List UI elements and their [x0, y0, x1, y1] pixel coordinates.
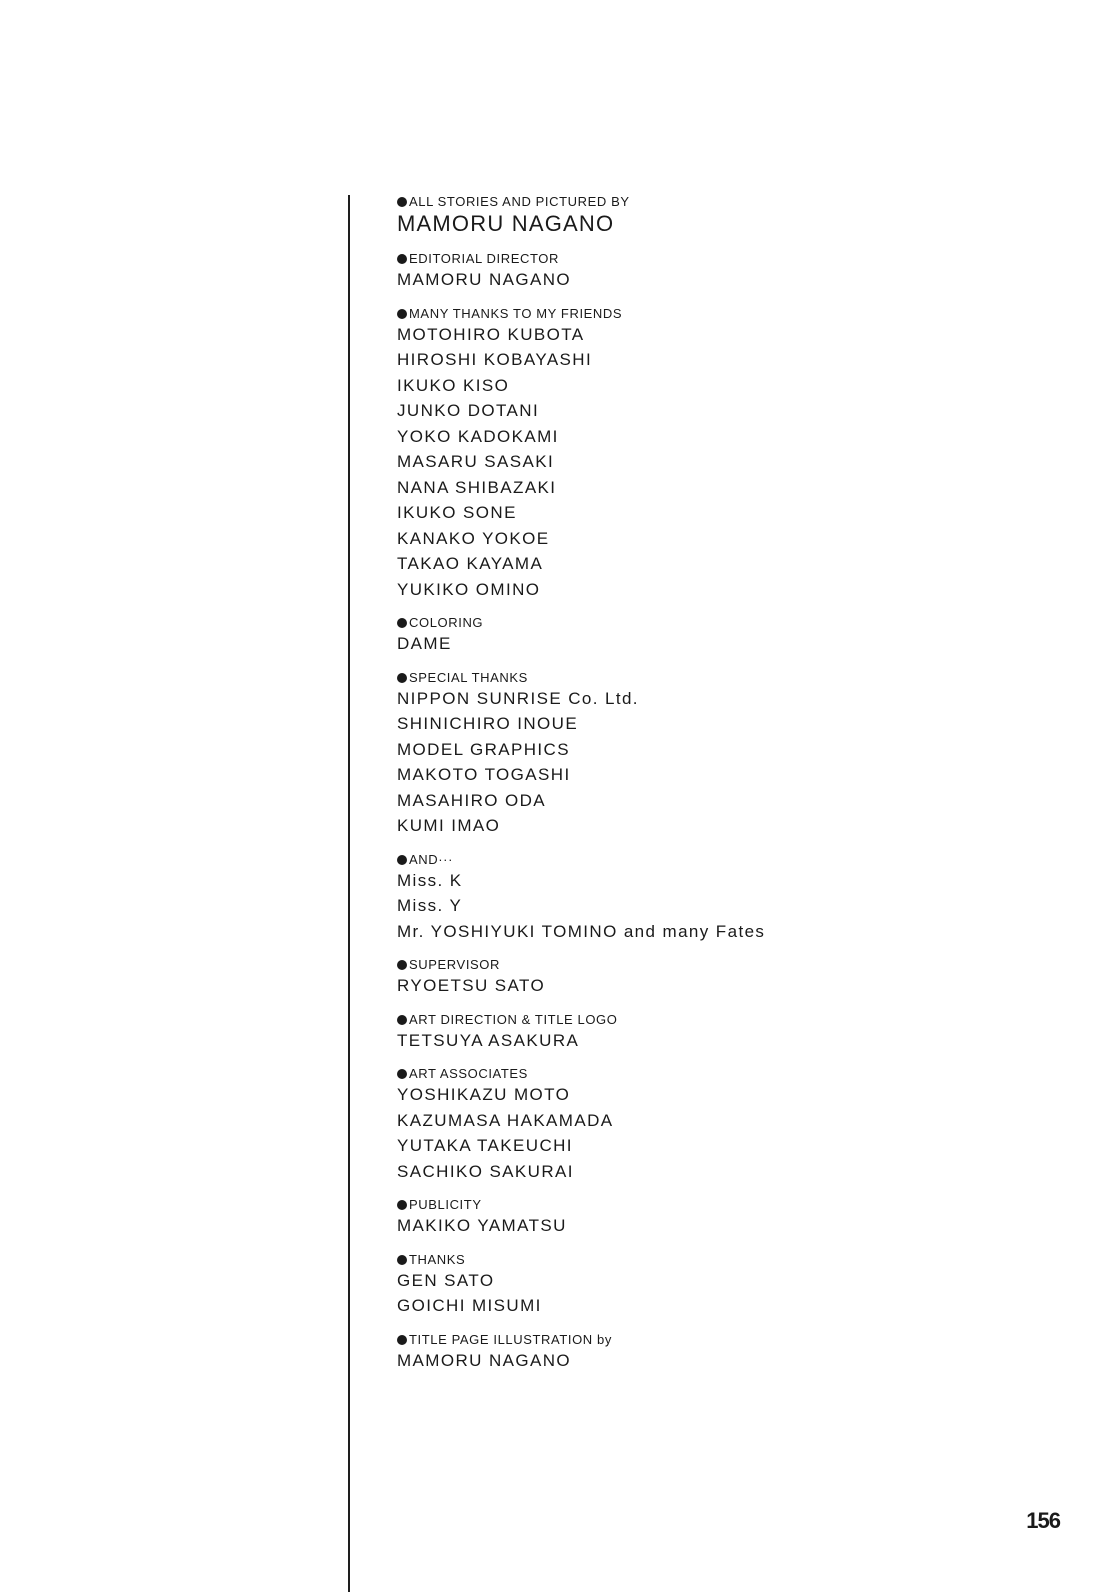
credit-name: TAKAO KAYAMA [397, 554, 544, 573]
credit-section [397, 1197, 997, 1239]
credit-section [397, 306, 997, 603]
credit-heading [397, 1332, 997, 1348]
credit-name: KANAKO YOKOE [397, 528, 550, 548]
credit-heading-label: PUBLICITY [409, 1197, 482, 1212]
credit-section [397, 251, 997, 293]
credit-section [397, 615, 997, 657]
credit-name: IKUKO SONE [397, 503, 517, 522]
credit-section [397, 1066, 997, 1184]
credit-name: TETSUYA ASAKURA [397, 1030, 580, 1050]
credit-heading [397, 1066, 997, 1082]
credit-section [397, 194, 997, 238]
credit-heading [397, 1012, 997, 1028]
credit-section [397, 852, 997, 945]
credit-section [397, 1252, 997, 1319]
credit-name: GEN SATO [397, 1270, 495, 1290]
credit-name: YOSHIKAZU MOTO [397, 1085, 571, 1104]
credit-name: YUTAKA TAKEUCHI [397, 1136, 573, 1155]
credit-name: MAKIKO YAMATSU [397, 1216, 567, 1235]
page-number: 156 [1026, 1508, 1060, 1533]
credit-name: YOKO KADOKAMI [397, 426, 559, 446]
credit-heading [397, 306, 997, 322]
credit-heading-label: ALL STORIES AND PICTURED BY [409, 194, 630, 209]
credit-name: MASAHIRO ODA [397, 790, 547, 810]
bullet-icon [397, 309, 407, 319]
credit-heading-label: COLORING [409, 615, 484, 630]
bullet-icon [397, 618, 407, 628]
credit-section [397, 1012, 997, 1054]
credit-heading [397, 1197, 997, 1213]
bullet-icon [397, 254, 407, 264]
credit-name: Miss. K [397, 870, 463, 890]
bullet-icon [397, 1015, 407, 1025]
credit-heading-label: SUPERVISOR [409, 957, 501, 972]
credit-section [397, 957, 997, 999]
credit-heading-label: THANKS [409, 1251, 466, 1267]
bullet-icon [397, 855, 407, 865]
bullet-icon [397, 673, 407, 683]
credit-heading-label: SPECIAL THANKS [409, 669, 528, 685]
credit-name: MODEL GRAPHICS [397, 739, 570, 759]
credit-heading [397, 957, 997, 973]
credit-name: SACHIKO SAKURAI [397, 1161, 574, 1181]
credit-name: HIROSHI KOBAYASHI [397, 350, 593, 369]
credit-heading-label: ART ASSOCIATES [409, 1066, 528, 1081]
credit-name: NIPPON SUNRISE Co. Ltd. [397, 688, 639, 708]
credit-section [397, 1332, 997, 1374]
credit-name: RYOETSU SATO [397, 976, 546, 995]
credit-name: NANA SHIBAZAKI [397, 477, 557, 497]
credit-name: IKUKO KISO [397, 375, 510, 395]
credit-heading-label: AND··· [409, 851, 454, 867]
credit-heading-label: ART DIRECTION & TITLE LOGO [409, 1011, 618, 1027]
credit-heading [397, 852, 997, 868]
credit-heading-label: MANY THANKS TO MY FRIENDS [409, 305, 623, 321]
credits-list [397, 194, 997, 1386]
credit-name: YUKIKO OMINO [397, 579, 541, 599]
credit-name: MAMORU NAGANO [397, 1350, 572, 1370]
credit-heading [397, 251, 997, 267]
credit-name: JUNKO DOTANI [397, 401, 540, 420]
credit-heading [397, 670, 997, 686]
bullet-icon [397, 1200, 407, 1210]
credit-name: Miss. Y [397, 896, 463, 915]
credit-heading [397, 194, 997, 210]
credit-heading-label: EDITORIAL DIRECTOR [409, 251, 559, 266]
credit-heading [397, 615, 997, 631]
bullet-icon [397, 1335, 407, 1345]
credit-name: MAKOTO TOGASHI [397, 765, 571, 784]
credit-name: DAME [397, 634, 452, 653]
credit-name: GOICHI MISUMI [397, 1296, 542, 1315]
credit-name: MASARU SASAKI [397, 452, 555, 471]
credit-name: MAMORU NAGANO [397, 211, 615, 236]
bullet-icon [397, 960, 407, 970]
credit-heading-label: TITLE PAGE ILLUSTRATION by [409, 1331, 612, 1347]
credit-name: MOTOHIRO KUBOTA [397, 324, 585, 344]
bullet-icon [397, 1255, 407, 1265]
bullet-icon [397, 197, 407, 207]
credit-name: Mr. YOSHIYUKI TOMINO and many Fates [397, 921, 766, 941]
bullet-icon [397, 1069, 407, 1079]
credit-name: MAMORU NAGANO [397, 270, 572, 289]
credit-name: SHINICHIRO INOUE [397, 714, 579, 733]
credit-heading [397, 1252, 997, 1268]
credit-name: KAZUMASA HAKAMADA [397, 1110, 614, 1130]
credit-section [397, 670, 997, 839]
credit-name: KUMI IMAO [397, 816, 501, 835]
vertical-divider-line [348, 195, 350, 1592]
